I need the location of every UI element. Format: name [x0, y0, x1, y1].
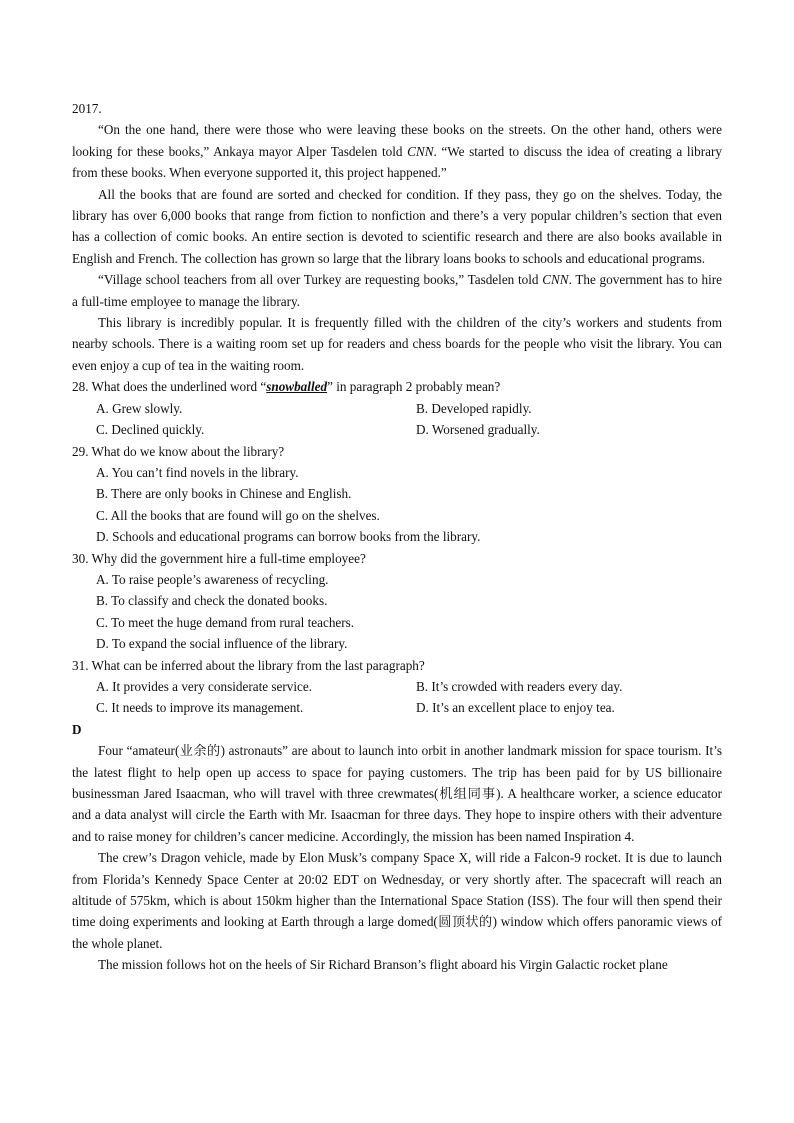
paragraph-d3: The mission follows hot on the heels of Sir Richard Branson’s flight aboard his Virgin Galactic rocket plane	[98, 957, 668, 973]
paragraph-c4: This library is incredibly popular. It is frequently filled with the children of the city’s workers and students from nearby schools. There is a waiting room set up for readers and chess boards for the people who visit the library. You can even enjoy a cup of tea in the waiting room.	[72, 315, 722, 373]
question-31-options-row1	[72, 676, 722, 697]
paragraph-c2: All the books that are found are sorted and checked for condition. If they pass, they go on the shelves. Today, the library has over 6,000 books that range from fiction to nonfiction and there’s a very popular children’s section that even has a collection of comic books. An entire section is devoted to scientific research and there are also books available in English and French. The collection has grown so large that the library loans books to schools and educational programs.	[72, 186, 722, 266]
year-line: 2017.	[72, 101, 102, 116]
paragraph-c3	[72, 269, 722, 312]
q30-option-c: C. To meet the huge demand from rural teachers.	[96, 614, 355, 630]
paragraph-d2: The crew’s Dragon vehicle, made by Elon Musk’s company Space X, will ride a Falcon-9 rocket. It is due to launch from Florida’s Kennedy Space Center at 20:02 EDT on Wednesday, or very shortly after. The spacecraft will reach an altitude of 575km, which is about 150km higher than the International Space Station (ISS). The four will then spend their time doing experiments and looking at Earth through a large domed(圆顶状的) window which offers panoramic views of the whole planet.	[72, 850, 722, 951]
question-31-options-row2	[72, 697, 722, 718]
q29-option-c: C. All the books that are found will go on the shelves.	[96, 507, 380, 523]
q30-option-a: A. To raise people’s awareness of recycling.	[96, 571, 329, 587]
q30-option-b: B. To classify and check the donated books.	[96, 593, 328, 609]
source-cnn: CNN	[542, 272, 569, 288]
paragraph-c1	[72, 119, 722, 183]
paragraph-c3-text-b: . The government has to hire a full-time employee to manage the library.	[72, 272, 722, 309]
exam-page	[72, 98, 722, 976]
paragraph-c3-text-a: “Village school teachers from all over Turkey are requesting books,” Tasdelen told	[98, 272, 543, 288]
question-28-options-row2	[72, 419, 722, 440]
q30-option-d: D. To expand the social influence of the library.	[96, 636, 348, 652]
q28-stem-b: ” in paragraph 2 probably mean?	[327, 379, 501, 395]
question-29-stem: 29. What do we know about the library?	[72, 443, 285, 459]
question-28-options-row1	[72, 398, 722, 419]
q29-option-d: D. Schools and educational programs can borrow books from the library.	[96, 529, 481, 545]
paragraph-c1-text-b: . “We started to discuss the idea of creating a library from these books. When everyone supported it, this project happened.”	[72, 143, 722, 181]
q31-option-a: A. It provides a very considerate service.	[96, 678, 313, 694]
q28-option-a: A. Grew slowly.	[96, 400, 183, 416]
q28-stem-a: 28. What does the underlined word “	[72, 379, 267, 395]
q29-option-a: A. You can’t find novels in the library.	[96, 464, 299, 480]
q31-option-d: D. It’s an excellent place to enjoy tea.	[416, 700, 615, 716]
q28-option-b: B. Developed rapidly.	[416, 400, 532, 416]
question-31-stem: 31. What can be inferred about the library from the last paragraph?	[72, 657, 425, 673]
q29-option-b: B. There are only books in Chinese and English.	[96, 486, 352, 502]
q28-option-c: C. Declined quickly.	[96, 422, 205, 438]
q28-keyword: snowballed	[266, 379, 328, 395]
q31-option-b: B. It’s crowded with readers every day.	[416, 678, 623, 694]
question-30-stem: 30. Why did the government hire a full-time employee?	[72, 550, 366, 566]
q31-option-c: C. It needs to improve its management.	[96, 700, 304, 716]
section-heading-d: D	[72, 721, 82, 737]
source-cnn: CNN	[407, 143, 434, 159]
question-28-stem	[72, 376, 722, 397]
paragraph-d1: Four “amateur(业余的) astronauts” are about to launch into orbit in another landmark mission for space tourism. It’s the latest flight to help open up access to space for paying customers. The trip has been paid for by US billionaire businessman Jared Isaacman, who will travel with three crewmates(机组同事). A healthcare worker, a science educator and a data analyst will circle the Earth with Mr. Isaacman for three days. They hope to inspire others with their adventure and to raise money for children’s cancer medicine. Accordingly, the mission has been named Inspiration 4.	[72, 743, 722, 844]
q28-option-d: D. Worsened gradually.	[416, 422, 540, 438]
paragraph-c1-text-a: “On the one hand, there were those who were leaving these books on the streets. On the other hand, others were looking for these books,” Ankaya mayor Alper Tasdelen told	[72, 122, 722, 159]
